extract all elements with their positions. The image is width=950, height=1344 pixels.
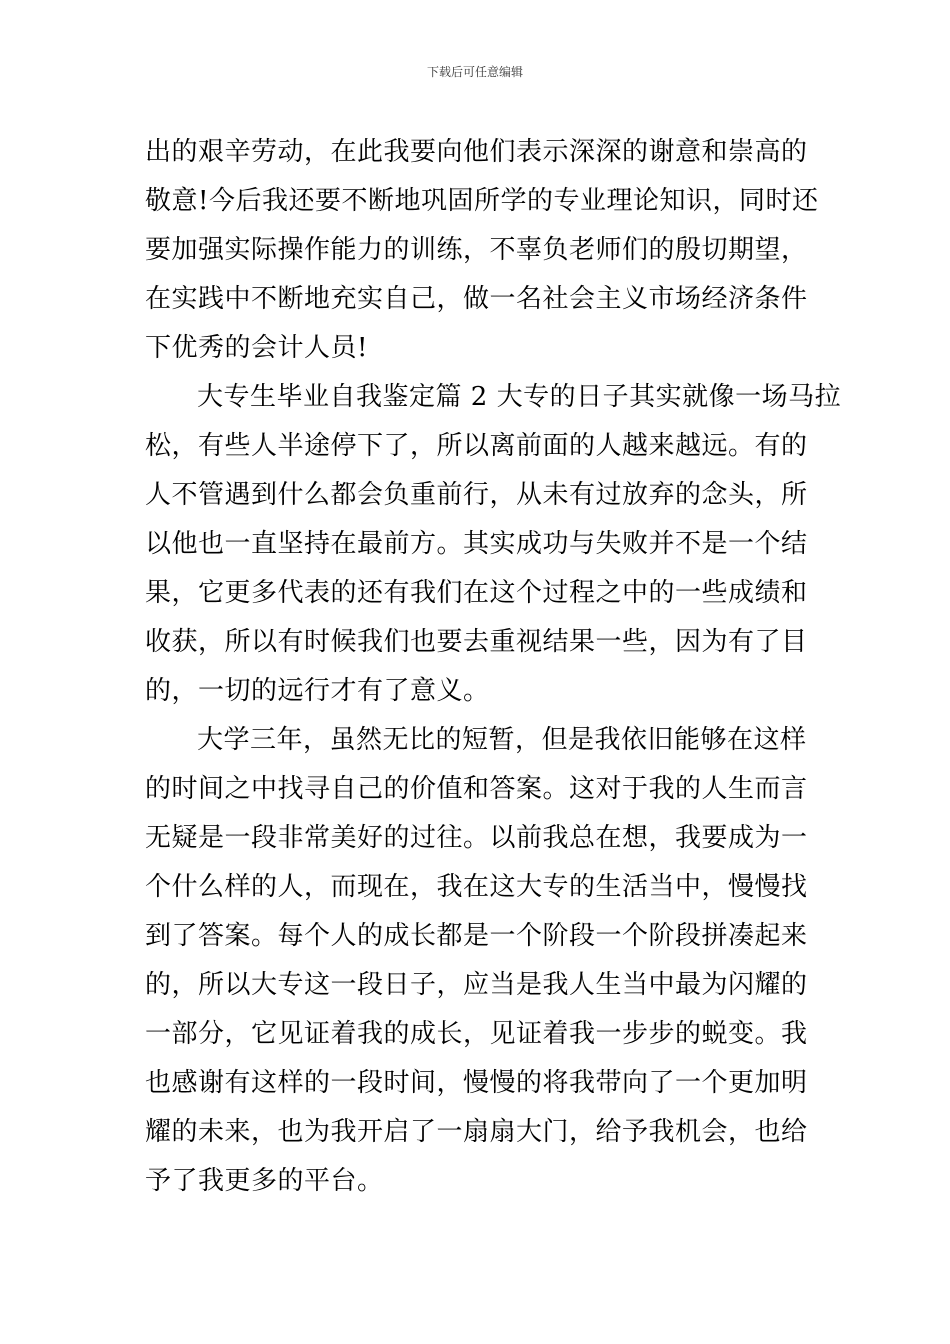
text-line: 松，有些人半途停下了，所以离前面的人越来越远。有的	[145, 431, 808, 461]
text-line: 人不管遇到什么都会负重前行，从未有过放弃的念头，所	[145, 480, 808, 510]
text-line: 以他也一直坚持在最前方。其实成功与失败并不是一个结	[145, 529, 808, 559]
text-line: 出的艰辛劳动，在此我要向他们表示深深的谢意和崇高的	[145, 137, 808, 167]
text-line: 耀的未来，也为我开启了一扇扇大门，给予我机会，也给	[145, 1117, 808, 1147]
text-line: 敬意!今后我还要不断地巩固所学的专业理论知识，同时还	[145, 186, 819, 216]
text-line: 在实践中不断地充实自己，做一名社会主义市场经济条件	[145, 284, 808, 314]
paragraph-first-line: 大学三年，虽然无比的短暂，但是我依旧能够在这样	[197, 725, 807, 755]
text-line: 予了我更多的平台。	[145, 1166, 384, 1196]
text-line: 到了答案。每个人的成长都是一个阶段一个阶段拼凑起来	[145, 921, 808, 951]
text-line: 收获，所以有时候我们也要去重视结果一些，因为有了目	[145, 627, 808, 657]
text-line: 的，一切的远行才有了意义。	[145, 676, 490, 706]
text-line: 果，它更多代表的还有我们在这个过程之中的一些成绩和	[145, 578, 808, 608]
text-line: 也感谢有这样的一段时间，慢慢的将我带向了一个更加明	[145, 1068, 808, 1098]
text-line: 一部分，它见证着我的成长，见证着我一步步的蜕变。我	[145, 1019, 808, 1049]
text-line: 个什么样的人，而现在，我在这大专的生活当中，慢慢找	[145, 872, 808, 902]
text-line: 的时间之中找寻自己的价值和答案。这对于我的人生而言	[145, 774, 808, 804]
text-line: 要加强实际操作能力的训练，不辜负老师们的殷切期望，	[145, 235, 808, 265]
text-line: 无疑是一段非常美好的过往。以前我总在想，我要成为一	[145, 823, 808, 853]
text-line: 下优秀的会计人员!	[145, 333, 368, 363]
page-header: 下载后可任意编辑	[426, 65, 523, 79]
text-line: 的，所以大专这一段日子，应当是我人生当中最为闪耀的	[145, 970, 808, 1000]
document-body	[145, 128, 842, 1206]
paragraph-first-line: 大专生毕业自我鉴定篇 2 大专的日子其实就像一场马拉	[197, 382, 842, 412]
